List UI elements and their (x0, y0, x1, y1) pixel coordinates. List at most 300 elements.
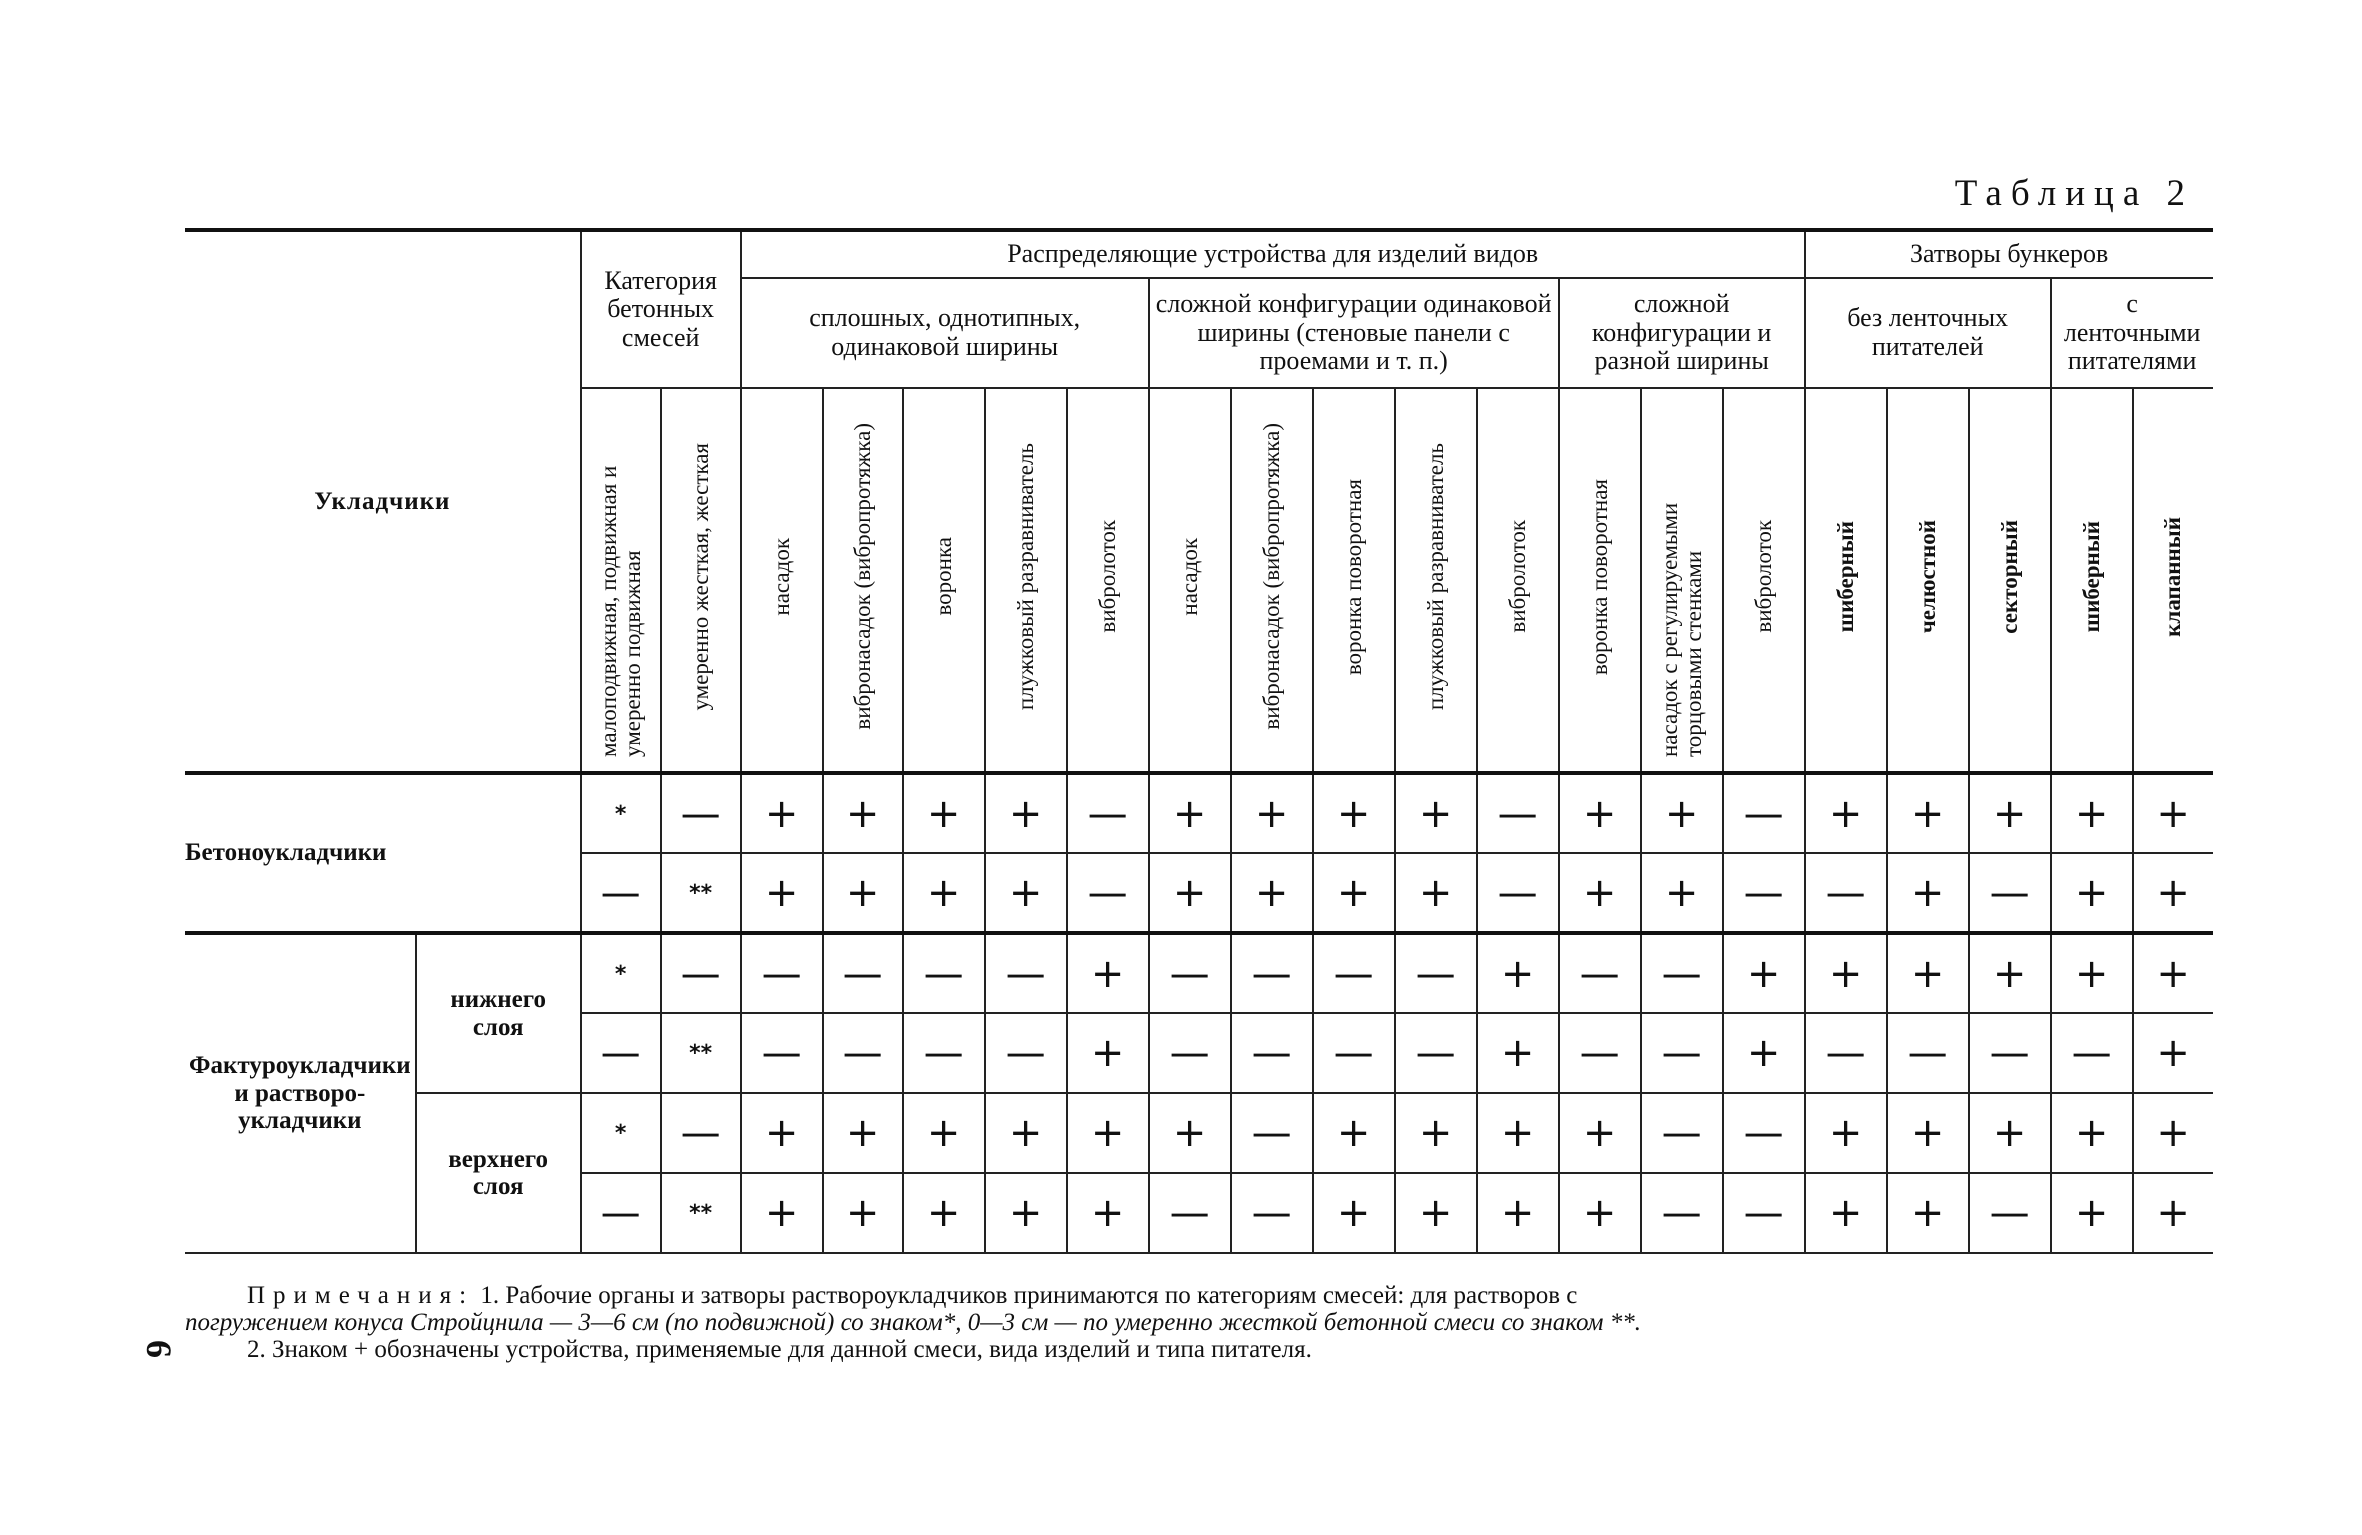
column-header-6 (985, 388, 1067, 773)
cell-value: — (1087, 790, 1128, 837)
column-header-16 (1805, 388, 1887, 773)
table-cell (741, 933, 823, 1013)
group-belt-header: с ленточными питателями (2051, 278, 2213, 388)
cell-value: + (2074, 1110, 2109, 1156)
cell-value: ** (689, 1041, 713, 1067)
table-cell (1313, 773, 1395, 853)
notes-prefix: Примечания: (247, 1282, 475, 1309)
table-cell (1477, 1093, 1559, 1173)
table-cell (1395, 1173, 1477, 1253)
cell-value: — (1333, 1030, 1374, 1076)
table-cell (1149, 853, 1231, 933)
table-cell (2133, 1173, 2213, 1253)
table-cell (1559, 1173, 1641, 1253)
notes (185, 1282, 2205, 1363)
cell-value: — (1907, 1030, 1948, 1076)
table-cell (1641, 773, 1723, 853)
cell-value: — (1251, 1190, 1292, 1236)
cell-value: — (2071, 1030, 2112, 1076)
cell-value: + (764, 1190, 799, 1236)
table-cell (823, 773, 903, 853)
table-cell (1149, 1013, 1231, 1093)
column-header-label: клапанный (2160, 516, 2186, 637)
cell-value: + (2074, 869, 2109, 916)
cell-value: + (926, 1190, 961, 1236)
cell-value: + (1910, 869, 1945, 916)
column-header-11 (1395, 388, 1477, 773)
table-cell (1969, 1173, 2051, 1253)
table-cell (1231, 1093, 1313, 1173)
cell-value: + (1910, 1110, 1945, 1156)
cell-value: + (1828, 1110, 1863, 1156)
column-header-label: челюстной (1914, 520, 1940, 634)
cell-value: + (1582, 1110, 1617, 1156)
row-label-texture: Фактуроукладчики и раствороукладчики (185, 933, 416, 1253)
cell-value: + (764, 869, 799, 916)
table-cell (1067, 773, 1149, 853)
table-cell (1887, 933, 1969, 1013)
table-cell (1313, 1013, 1395, 1093)
cell-value: + (2074, 950, 2109, 997)
table-cell (2051, 933, 2133, 1013)
notes-line-2: погружением конуса Стройцнила — 3—6 см (по подвижной) со знаком*, 0—3 см — по умеренно жесткой бетонной смеси со знаком **. (185, 1309, 1641, 1336)
cell-value: — (1743, 790, 1784, 837)
cell-value: — (1661, 1190, 1702, 1236)
group-complex-same-header: сложной конфигурации одинаковой ширины (стеновые панели с проемами и т. п.) (1149, 278, 1559, 388)
table-cell (741, 1093, 823, 1173)
cell-value: + (1910, 950, 1945, 997)
table-cell (1805, 853, 1887, 933)
cell-value: + (1336, 1110, 1371, 1156)
column-header-12 (1477, 388, 1559, 773)
table-cell (1395, 1013, 1477, 1093)
stackers-header: Укладчики (185, 230, 581, 773)
cell-value: — (1497, 790, 1538, 837)
table-cell (1067, 933, 1149, 1013)
table-cell (1067, 1093, 1149, 1173)
notes-line-3: 2. Знаком + обозначены устройства, применяемые для данной смеси, вида изделий и типа питателя. (247, 1336, 1312, 1363)
column-header-19 (2051, 388, 2133, 773)
table-cell (1641, 853, 1723, 933)
cell-value: + (1500, 1110, 1535, 1156)
table-cell (2051, 773, 2133, 853)
table-cell (823, 1013, 903, 1093)
cell-value: + (1418, 790, 1453, 837)
cell-value: + (845, 1110, 880, 1156)
cell-value: — (1415, 1030, 1456, 1076)
cell-value: + (1336, 790, 1371, 837)
column-header-label: секторный (1996, 519, 2022, 634)
table-cell (823, 1173, 903, 1253)
column-header-label: насадок (1176, 537, 1202, 616)
cell-value: — (842, 950, 883, 997)
cell-value: + (1992, 1110, 2027, 1156)
table-cell (581, 1093, 661, 1173)
table-cell (1805, 1173, 1887, 1253)
table-cell (1969, 933, 2051, 1013)
table-cell (1395, 853, 1477, 933)
cell-value: + (1418, 1110, 1453, 1156)
cell-value: * (614, 961, 627, 987)
cell-value: + (1336, 869, 1371, 916)
column-header-5 (903, 388, 985, 773)
cell-value: — (923, 950, 964, 997)
table-cell (661, 1013, 741, 1093)
table-cell (1477, 1173, 1559, 1253)
table-cell (1887, 853, 1969, 933)
table-cell (903, 853, 985, 933)
cell-value: — (1005, 1030, 1046, 1076)
page-number: 6 (139, 1340, 179, 1358)
group-no-belt-header: без ленточных питателей (1805, 278, 2051, 388)
cell-value: + (1500, 1030, 1535, 1076)
table-cell (1149, 1173, 1231, 1253)
column-header-15 (1723, 388, 1805, 773)
cell-value: + (1664, 869, 1699, 916)
cell-value: + (1090, 950, 1125, 997)
cell-value: + (926, 790, 961, 837)
table-cell (823, 933, 903, 1013)
cell-value: — (1169, 950, 1210, 997)
cell-value: + (845, 1190, 880, 1236)
table-cell (1969, 1093, 2051, 1173)
table-cell (1313, 853, 1395, 933)
table-cell (581, 1013, 661, 1093)
cell-value: + (1008, 1190, 1043, 1236)
cell-value: — (1497, 869, 1538, 916)
table-cell (1313, 933, 1395, 1013)
cell-value: — (1989, 1030, 2030, 1076)
table-cell (1313, 1173, 1395, 1253)
cell-value: + (1090, 1190, 1125, 1236)
column-header-4 (823, 388, 903, 773)
table-cell (1805, 1093, 1887, 1173)
cell-value: + (764, 1110, 799, 1156)
table-cell (903, 773, 985, 853)
table-cell (1887, 1173, 1969, 1253)
column-header-label: вибронасадок (вибропротяжка) (1258, 423, 1284, 731)
cell-value: — (1743, 1110, 1784, 1156)
cell-value: + (1664, 790, 1699, 837)
column-header-label: виброл‌оток (1504, 520, 1530, 634)
mix-category-header: Категория бетонных смесей (581, 230, 741, 388)
table-cell (1067, 1013, 1149, 1093)
column-header-9 (1231, 388, 1313, 773)
column-header-label: виброл‌оток (1094, 520, 1120, 634)
cell-value: + (1336, 1190, 1371, 1236)
cell-value: + (1500, 1190, 1535, 1236)
table-cell (985, 1173, 1067, 1253)
cell-value: + (2156, 1190, 2190, 1236)
table-cell (1641, 1013, 1723, 1093)
cell-value: — (1825, 1030, 1866, 1076)
table-cell (1477, 853, 1559, 933)
cell-value: + (2074, 1190, 2109, 1236)
column-header-label: малоподвижная, подвижная и умеренно подвижная (595, 465, 645, 757)
cell-value: + (1090, 1110, 1125, 1156)
cell-value: + (2156, 1030, 2190, 1076)
cell-value: — (1251, 1030, 1292, 1076)
column-header-13 (1559, 388, 1641, 773)
column-header-3 (741, 388, 823, 773)
cell-value: — (1661, 950, 1702, 997)
table-cell (1641, 1173, 1723, 1253)
table-cell (1395, 773, 1477, 853)
cell-value: — (1579, 950, 1620, 997)
cell-value: + (1500, 950, 1535, 997)
table-cell (2133, 933, 2213, 1013)
table-cell (1477, 1013, 1559, 1093)
table-cell (1149, 1093, 1231, 1173)
table-cell (1231, 773, 1313, 853)
cell-value: — (680, 950, 721, 997)
cell-value: + (1582, 790, 1617, 837)
table-cell (1477, 773, 1559, 853)
distributors-header: Распределяющие устройства для изделий видов (741, 230, 1805, 278)
column-header-17 (1887, 388, 1969, 773)
table-cell (1067, 853, 1149, 933)
row-label-concrete: Бетоноукладчики (185, 773, 581, 933)
cell-value: + (1992, 950, 2027, 997)
table-cell (661, 773, 741, 853)
cell-value: — (1333, 950, 1374, 997)
table-cell (1641, 1093, 1723, 1173)
column-header-label: насадок с регулируемыми торцовыми стенками (1656, 502, 1706, 757)
cell-value: + (2156, 869, 2190, 916)
cell-value: + (1828, 950, 1863, 997)
table-cell (1723, 1013, 1805, 1093)
table-cell (1805, 1013, 1887, 1093)
cell-value: — (1251, 1110, 1292, 1156)
cell-value: + (845, 790, 880, 837)
cell-value: — (1415, 950, 1456, 997)
column-header-label: воронка поворотная (1340, 478, 1366, 675)
table-cell (741, 853, 823, 933)
cell-value: + (1254, 869, 1289, 916)
column-header-label: плужковый разравниватель (1012, 443, 1038, 711)
column-header-1 (581, 388, 661, 773)
table-cell (1887, 1013, 1969, 1093)
table-cell (1805, 773, 1887, 853)
table-cell (1559, 933, 1641, 1013)
cell-value: — (1989, 1190, 2030, 1236)
table-cell (1887, 1093, 1969, 1173)
column-header-label: шиберный (1832, 521, 1858, 633)
table-cell (661, 933, 741, 1013)
table-cell (661, 1093, 741, 1173)
column-header-label: воронка поворотная (1586, 478, 1612, 675)
cell-value: — (923, 1030, 964, 1076)
cell-value: + (1992, 790, 2027, 837)
table-cell (903, 1093, 985, 1173)
cell-value: + (1828, 1190, 1863, 1236)
gates-header: Затворы бункеров (1805, 230, 2213, 278)
table-cell (1969, 773, 2051, 853)
table-cell (985, 933, 1067, 1013)
table-cell (1805, 933, 1887, 1013)
cell-value: — (600, 869, 641, 916)
column-header-label: воронка (930, 537, 956, 617)
cell-value: — (1005, 950, 1046, 997)
column-header-10 (1313, 388, 1395, 773)
cell-value: + (1910, 790, 1945, 837)
cell-value: + (2156, 950, 2190, 997)
cell-value: — (1743, 869, 1784, 916)
table-cell (1969, 853, 2051, 933)
cell-value: + (1746, 1030, 1781, 1076)
column-header-label: плужковый разравниватель (1422, 443, 1448, 711)
table-cell (1559, 1093, 1641, 1173)
cell-value: — (680, 1110, 721, 1156)
table-cell (823, 1093, 903, 1173)
cell-value: — (1251, 950, 1292, 997)
table-cell (1723, 1173, 1805, 1253)
cell-value: + (1746, 950, 1781, 997)
column-header-7 (1067, 388, 1149, 773)
cell-value: + (926, 1110, 961, 1156)
table-cell (1559, 773, 1641, 853)
cell-value: + (764, 790, 799, 837)
cell-value: + (1582, 869, 1617, 916)
cell-value: + (1254, 790, 1289, 837)
table-cell (741, 1173, 823, 1253)
table-cell (985, 1093, 1067, 1173)
cell-value: * (614, 1121, 627, 1147)
column-header-label: насадок (768, 537, 794, 616)
cell-value: — (1661, 1030, 1702, 1076)
data-table (185, 228, 2213, 1254)
table-cell (1395, 1093, 1477, 1173)
table-cell (1231, 1013, 1313, 1093)
cell-value: — (1989, 869, 2030, 916)
cell-value: ** (689, 1201, 713, 1227)
table-cell (985, 773, 1067, 853)
row-label-lower: нижнего слоя (416, 933, 581, 1093)
cell-value: — (761, 950, 802, 997)
cell-value: — (842, 1030, 883, 1076)
cell-value: — (1661, 1110, 1702, 1156)
notes-line-1 (185, 1282, 2205, 1309)
table-cell (2133, 853, 2213, 933)
table-title: Таблица 2 (1954, 173, 2194, 214)
cell-value: + (1008, 790, 1043, 837)
table-cell (2051, 853, 2133, 933)
column-header-20 (2133, 388, 2213, 773)
column-header-label: вибронасадок (вибропротяжка) (849, 423, 875, 731)
table-cell (1887, 773, 1969, 853)
cell-value: — (1825, 869, 1866, 916)
column-header-18 (1969, 388, 2051, 773)
table-cell (1149, 933, 1231, 1013)
table-cell (1723, 853, 1805, 933)
notes-text-1: 1. Рабочие органы и затворы раствороукладчиков принимаются по категориям смесей: для растворов с (480, 1282, 1578, 1309)
cell-value: + (1582, 1190, 1617, 1236)
cell-value: + (2156, 1110, 2190, 1156)
table-cell (2133, 1093, 2213, 1173)
cell-value: + (1910, 1190, 1945, 1236)
table-cell (985, 853, 1067, 933)
table-cell (581, 773, 661, 853)
column-header-14 (1641, 388, 1723, 773)
table-cell (1231, 853, 1313, 933)
table-cell (1723, 773, 1805, 853)
table-cell (1149, 773, 1231, 853)
cell-value: + (1008, 869, 1043, 916)
cell-value: + (1418, 869, 1453, 916)
table-cell (1641, 933, 1723, 1013)
column-header-2 (661, 388, 741, 773)
cell-value: — (600, 1030, 641, 1076)
column-header-label: виброл‌оток (1750, 520, 1776, 634)
table-cell (1231, 933, 1313, 1013)
cell-value: + (1172, 1110, 1207, 1156)
cell-value: + (1090, 1030, 1125, 1076)
group-solid-header: сплошных, однотипных, одинаковой ширины (741, 278, 1149, 388)
cell-value: + (926, 869, 961, 916)
cell-value: ** (689, 880, 713, 906)
table-cell (581, 933, 661, 1013)
table-cell (1559, 853, 1641, 933)
table-cell (2133, 1013, 2213, 1093)
table-cell (2051, 1093, 2133, 1173)
table-cell (1723, 1093, 1805, 1173)
cell-value: — (1087, 869, 1128, 916)
table-cell (741, 773, 823, 853)
cell-value: * (614, 801, 627, 827)
cell-value: + (1418, 1190, 1453, 1236)
table-cell (1313, 1093, 1395, 1173)
table-cell (2051, 1173, 2133, 1253)
table-cell (661, 1173, 741, 1253)
cell-value: — (600, 1190, 641, 1236)
table-cell (985, 1013, 1067, 1093)
cell-value: + (1008, 1110, 1043, 1156)
cell-value: — (1169, 1030, 1210, 1076)
cell-value: — (1169, 1190, 1210, 1236)
cell-value: + (1172, 869, 1207, 916)
table-cell (1723, 933, 1805, 1013)
table-cell (741, 1013, 823, 1093)
table-cell (823, 853, 903, 933)
cell-value: — (761, 1030, 802, 1076)
table-cell (581, 1173, 661, 1253)
cell-value: — (1743, 1190, 1784, 1236)
cell-value: + (1828, 790, 1863, 837)
cell-value: + (2156, 790, 2190, 837)
table-cell (2051, 1013, 2133, 1093)
cell-value: — (680, 790, 721, 837)
cell-value: — (1579, 1030, 1620, 1076)
table-cell (903, 1173, 985, 1253)
table-cell (1969, 1013, 2051, 1093)
table-cell (581, 853, 661, 933)
table-cell (661, 853, 741, 933)
table-cell (1559, 1013, 1641, 1093)
table-cell (903, 1013, 985, 1093)
table-cell (1477, 933, 1559, 1013)
group-complex-diff-header: сложной конфигурации и разной ширины (1559, 278, 1805, 388)
cell-value: + (1172, 790, 1207, 837)
cell-value: + (2074, 790, 2109, 837)
column-header-label: шиберный (2078, 521, 2104, 633)
table-cell (1067, 1173, 1149, 1253)
column-header-label: умеренно жесткая, жесткая (687, 442, 713, 711)
cell-value: + (845, 869, 880, 916)
row-label-upper: верхнего слоя (416, 1093, 581, 1253)
table-cell (1231, 1173, 1313, 1253)
column-header-8 (1149, 388, 1231, 773)
table-cell (1395, 933, 1477, 1013)
